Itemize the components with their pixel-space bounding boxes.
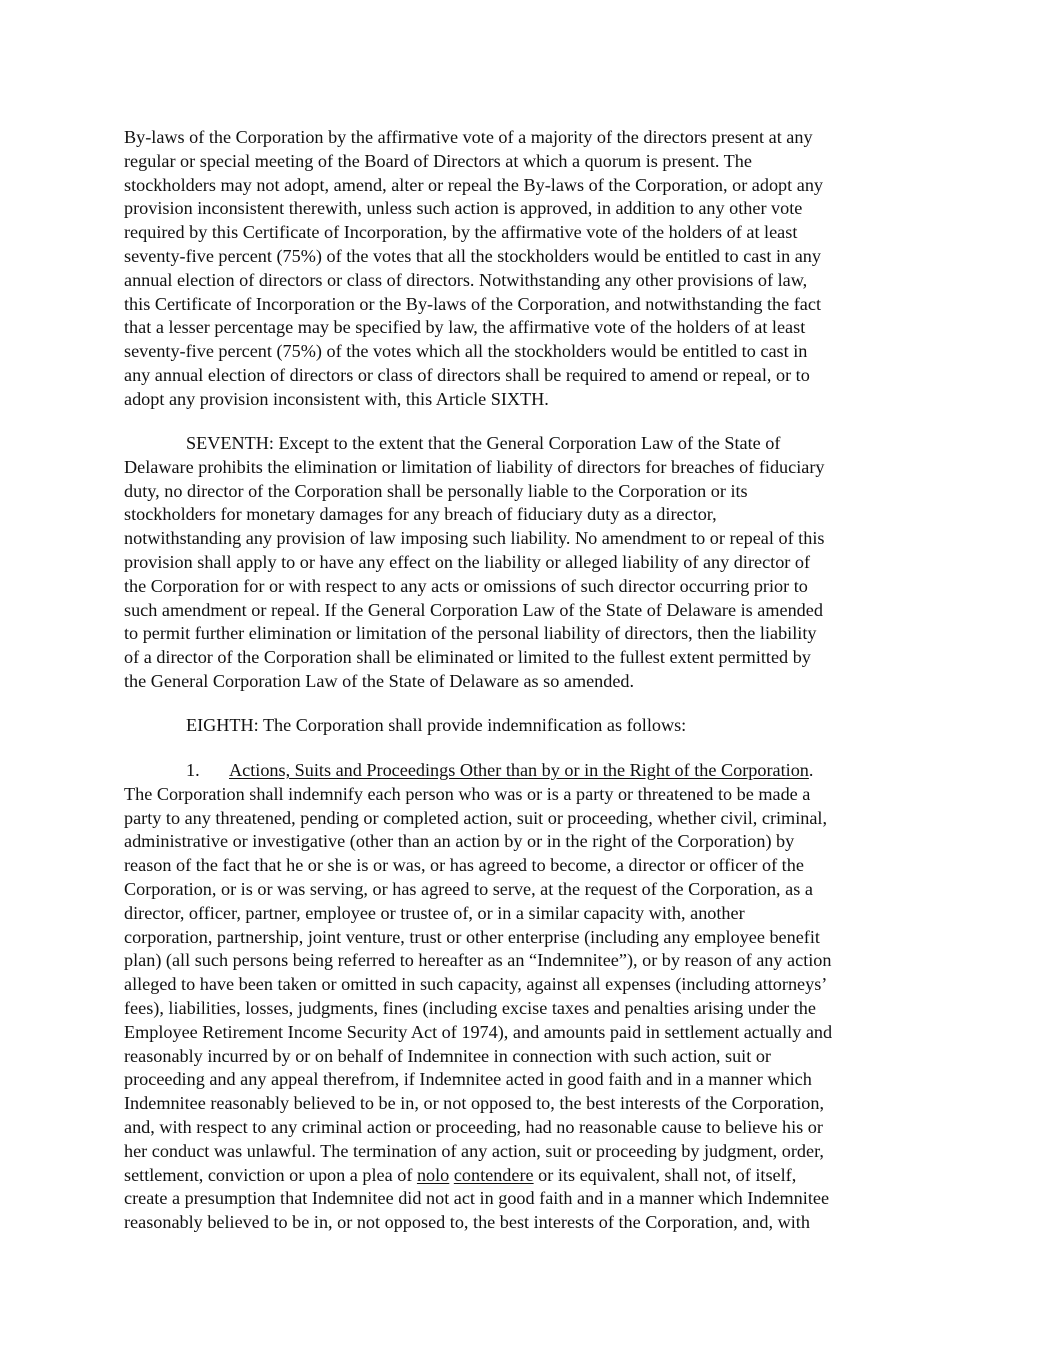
- text-line: and, with respect to any criminal action or proceeding, had no reasonable cause to believe his or: [124, 1116, 823, 1137]
- text-line: the General Corporation Law of the State of Delaware as so amended.: [124, 670, 635, 691]
- text-line: annual election of directors or class of directors. Notwithstanding any other provisions of law,: [124, 269, 808, 290]
- text-line: fees), liabilities, losses, judgments, fines (including excise taxes and penalties arising under the: [124, 997, 816, 1018]
- text-line: party to any threatened, pending or completed action, suit or proceeding, whether civil, criminal,: [124, 807, 828, 828]
- text-line: The Corporation shall indemnify each person who was or is a party or threatened to be made a: [124, 783, 811, 804]
- section-heading: Actions, Suits and Proceedings Other than by or in the Right of the Corporation: [229, 760, 809, 780]
- text-line: to permit further elimination or limitation of the personal liability of directors, then the liability: [124, 623, 817, 644]
- text-line: reasonably believed to be in, or not opposed to, the best interests of the Corporation, and, with: [124, 1212, 810, 1233]
- text-line: By-laws of the Corporation by the affirmative vote of a majority of the directors present at any: [124, 127, 813, 147]
- text-line: Indemnitee reasonably believed to be in, or not opposed to, the best interests of the Corporation,: [124, 1093, 825, 1114]
- text-line: regular or special meeting of the Board of Directors at which a quorum is present. The: [124, 150, 752, 171]
- sixth-article-continuation: [124, 126, 944, 412]
- text-line: stockholders for monetary damages for any breach of fiduciary duty as a director,: [124, 504, 717, 525]
- text-line: seventy-five percent (75%) of the votes that all the stockholders would be entitled to cast in any: [124, 245, 821, 266]
- text-line: administrative or investigative (other than an action by or in the right of the Corporation) by: [124, 831, 795, 852]
- section-heading-period: .: [808, 760, 814, 780]
- text-line: her conduct was unlawful. The termination of any action, suit or proceeding by judgment, order,: [124, 1140, 824, 1161]
- text-line: corporation, partnership, joint venture, trust or other enterprise (including any employee benefit: [124, 926, 820, 947]
- text-line: director, officer, partner, employee or trustee of, or in a similar capacity with, another: [124, 902, 745, 923]
- section-heading-line: [124, 759, 944, 783]
- text-line: [124, 432, 944, 456]
- section-number: 1.: [186, 760, 200, 780]
- text-line: required by this Certificate of Incorporation, by the affirmative vote of the holders of at least: [124, 222, 798, 243]
- text-line: notwithstanding any provision of law imposing such liability. No amendment to or repeal of this: [124, 528, 825, 549]
- text-line: this Certificate of Incorporation or the By-laws of the Corporation, and notwithstanding the fact: [124, 293, 822, 314]
- seventh-article-first-line: SEVENTH: Except to the extent that the General Corporation Law of the State of: [186, 433, 781, 453]
- text-line: the Corporation for or with respect to any acts or omissions of such director occurring prior to: [124, 575, 808, 596]
- text-line: duty, no director of the Corporation shall be personally liable to the Corporation or its: [124, 480, 748, 501]
- text-line: alleged to have been taken or omitted in such capacity, against all expenses (including attorneys’: [124, 974, 828, 995]
- plea-line-end: or its equivalent, shall not, of itself,: [533, 1164, 797, 1185]
- text-line: provision inconsistent therewith, unless such action is approved, in addition to any other vote: [124, 198, 803, 219]
- seventh-article: [124, 432, 944, 694]
- text-line: Employee Retirement Income Security Act of 1974), and amounts paid in settlement actually and: [124, 1021, 833, 1042]
- eighth-article-intro-text: EIGHTH: The Corporation shall provide indemnification as follows:: [186, 715, 687, 735]
- text-line: of a director of the Corporation shall be eliminated or limited to the fullest extent permitted by: [124, 647, 811, 668]
- text-line: provision shall apply to or have any effect on the liability or alleged liability of any director of: [124, 551, 811, 572]
- text-line: reason of the fact that he or she is or was, or has agreed to become, a director or officer of the: [124, 855, 804, 876]
- text-line: reasonably incurred by or on behalf of Indemnitee in connection with such action, suit or: [124, 1045, 771, 1066]
- text-line: Corporation, or is or was serving, or has agreed to serve, at the request of the Corporation, as a: [124, 878, 813, 899]
- text-line: [124, 714, 944, 738]
- text-line: create a presumption that Indemnitee did not act in good faith and in a manner which Indemnitee: [124, 1188, 830, 1209]
- section-1: [124, 759, 944, 1235]
- plea-line-start: settlement, conviction or upon a plea of: [124, 1164, 417, 1185]
- eighth-article-intro: [124, 714, 944, 738]
- text-line: adopt any provision inconsistent with, this Article SIXTH.: [124, 388, 549, 409]
- plea-line: [124, 1164, 944, 1188]
- text-line: proceeding and any appeal therefrom, if Indemnitee acted in good faith and in a manner which: [124, 1069, 812, 1090]
- text-line: stockholders may not adopt, amend, alter or repeal the By-laws of the Corporation, or adopt any: [124, 174, 824, 195]
- text-line: seventy-five percent (75%) of the votes which all the stockholders would be entitled to cast in: [124, 341, 808, 362]
- latin-term-contendere: contendere: [453, 1164, 534, 1185]
- text-line: such amendment or repeal. If the General Corporation Law of the State of Delaware is amended: [124, 599, 823, 620]
- latin-term-nolo: nolo: [416, 1164, 450, 1185]
- text-line: that a lesser percentage may be specified by law, the affirmative vote of the holders of at least: [124, 317, 806, 338]
- text-line: plan) (all such persons being referred to hereafter as an “Indemnitee”), or by reason of any action: [124, 950, 832, 971]
- text-line: Delaware prohibits the elimination or limitation of liability of directors for breaches of fiduciary: [124, 456, 825, 477]
- text-line: any annual election of directors or class of directors shall be required to amend or repeal, or to: [124, 364, 810, 385]
